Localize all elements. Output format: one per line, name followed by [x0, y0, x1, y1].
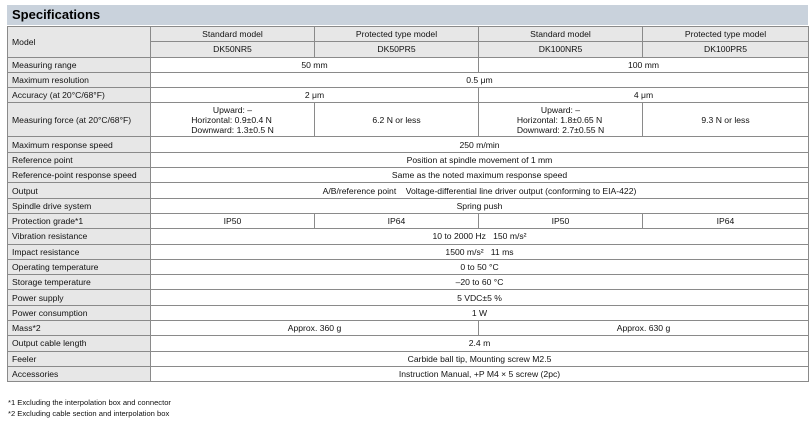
table-row: [8, 27, 809, 42]
output-label: Output: [8, 183, 151, 198]
measuring-range-100: 100 mm: [479, 57, 809, 72]
table-row: [8, 305, 809, 320]
table-row: [8, 321, 809, 336]
vibration-value: 10 to 2000 Hz 150 m/s²: [151, 229, 809, 244]
accuracy-label: Accuracy (at 20°C/68°F): [8, 88, 151, 103]
feeler-value: Carbide ball tip, Mounting screw M2.5: [151, 351, 809, 366]
protection-grade-label: Protection grade*1: [8, 213, 151, 228]
operating-temp-label: Operating temperature: [8, 259, 151, 274]
section-title-bar: [7, 5, 808, 25]
force-downward: Downward: 1.3±0.5 N: [191, 124, 274, 135]
protection-grade-dk50pr5: IP64: [315, 213, 479, 228]
measuring-range-label: Measuring range: [8, 57, 151, 72]
table-row: [8, 57, 809, 72]
force-horizontal: Horizontal: 1.8±0.65 N: [516, 114, 603, 125]
table-row: [8, 137, 809, 152]
table-row: [8, 290, 809, 305]
max-resolution-value: 0.5 μm: [151, 72, 809, 87]
measuring-force-dk100nr5: [479, 103, 643, 137]
table-row: [8, 336, 809, 351]
model-code-3: DK100NR5: [479, 42, 643, 57]
power-consumption-label: Power consumption: [8, 305, 151, 320]
impact-label: Impact resistance: [8, 244, 151, 259]
power-supply-value: 5 VDC±5 %: [151, 290, 809, 305]
table-row: [8, 103, 809, 137]
model-code-2: DK50PR5: [315, 42, 479, 57]
table-row: [8, 244, 809, 259]
footnote-2: *2 Excluding cable section and interpolation box: [8, 409, 170, 418]
table-row: [8, 198, 809, 213]
protection-grade-dk100nr5: IP50: [479, 213, 643, 228]
model-type-3: Standard model: [479, 27, 643, 42]
accessories-value: Instruction Manual, +P M4 × 5 screw (2pc): [151, 366, 809, 381]
table-row: [8, 229, 809, 244]
model-label: Model: [8, 27, 151, 58]
storage-temp-value: –20 to 60 °C: [151, 275, 809, 290]
table-row: [8, 183, 809, 198]
measuring-force-dk50pr5: 6.2 N or less: [315, 103, 479, 137]
table-row: [8, 168, 809, 183]
table-row: [8, 366, 809, 381]
feeler-label: Feeler: [8, 351, 151, 366]
mass-100: Approx. 630 g: [479, 321, 809, 336]
measuring-force-dk50nr5: [151, 103, 315, 137]
model-type-1: Standard model: [151, 27, 315, 42]
impact-value: 1500 m/s² 11 ms: [151, 244, 809, 259]
storage-temp-label: Storage temperature: [8, 275, 151, 290]
table-row: [8, 88, 809, 103]
ref-response-speed-label: Reference-point response speed: [8, 168, 151, 183]
force-horizontal: Horizontal: 0.9±0.4 N: [191, 114, 272, 125]
measuring-force-label: Measuring force (at 20°C/68°F): [8, 103, 151, 137]
mass-50: Approx. 360 g: [151, 321, 479, 336]
force-upward: Upward: –: [540, 104, 581, 115]
table-row: [8, 275, 809, 290]
table-row: [8, 152, 809, 167]
reference-point-label: Reference point: [8, 152, 151, 167]
reference-point-value: Position at spindle movement of 1 mm: [151, 152, 809, 167]
footnote-1: *1 Excluding the interpolation box and connector: [8, 398, 171, 407]
operating-temp-value: 0 to 50 °C: [151, 259, 809, 274]
measuring-range-50: 50 mm: [151, 57, 479, 72]
power-consumption-value: 1 W: [151, 305, 809, 320]
table-row: [8, 72, 809, 87]
measuring-force-dk100pr5: 9.3 N or less: [643, 103, 809, 137]
mass-label: Mass*2: [8, 321, 151, 336]
model-type-2: Protected type model: [315, 27, 479, 42]
model-code-1: DK50NR5: [151, 42, 315, 57]
spindle-drive-label: Spindle drive system: [8, 198, 151, 213]
accuracy-100: 4 μm: [479, 88, 809, 103]
force-upward: Upward: –: [212, 104, 253, 115]
cable-length-label: Output cable length: [8, 336, 151, 351]
accessories-label: Accessories: [8, 366, 151, 381]
model-code-4: DK100PR5: [643, 42, 809, 57]
max-response-speed-value: 250 m/min: [151, 137, 809, 152]
table-row: [8, 259, 809, 274]
protection-grade-dk50nr5: IP50: [151, 213, 315, 228]
power-supply-label: Power supply: [8, 290, 151, 305]
ref-response-speed-value: Same as the noted maximum response speed: [151, 168, 809, 183]
table-row: [8, 351, 809, 366]
footnotes: [8, 397, 171, 419]
model-type-4: Protected type model: [643, 27, 809, 42]
accuracy-50: 2 μm: [151, 88, 479, 103]
cable-length-value: 2.4 m: [151, 336, 809, 351]
output-value: A/B/reference point Voltage-differential line driver output (conforming to EIA-422): [151, 183, 809, 198]
protection-grade-dk100pr5: IP64: [643, 213, 809, 228]
spindle-drive-value: Spring push: [151, 198, 809, 213]
max-response-speed-label: Maximum response speed: [8, 137, 151, 152]
specifications-table: [7, 26, 809, 382]
max-resolution-label: Maximum resolution: [8, 72, 151, 87]
table-row: [8, 213, 809, 228]
section-title: Specifications: [12, 7, 101, 22]
force-downward: Downward: 2.7±0.55 N: [516, 124, 605, 135]
vibration-label: Vibration resistance: [8, 229, 151, 244]
